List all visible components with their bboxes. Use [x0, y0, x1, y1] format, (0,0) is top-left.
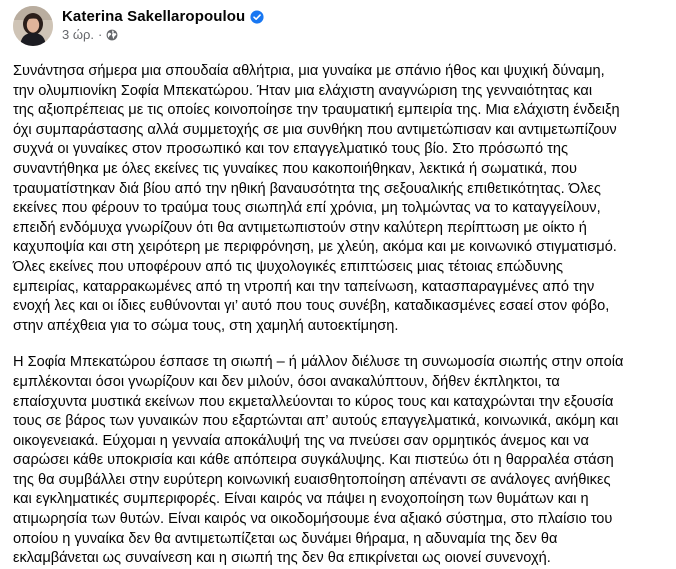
globe-icon[interactable]	[106, 29, 118, 41]
author-row	[62, 8, 264, 25]
post-body	[13, 62, 676, 569]
post-meta	[62, 4, 264, 42]
post-paragraph-2: Η Σοφία Μπεκατώρου έσπασε τη σιωπή – ή μάλλον διέλυσε τη συνωμοσία σιωπής στην οποία εμπλέκονται όσοι γνωρίζουν και δεν μιλούν, όσοι ανακαλύπτουν, δήθεν έκπληκτοι, τα επαίσχυντα μυστικά εκείνων που εκμεταλλεύονται το κύρος τους και καταχρώνται την εξουσία τους σε βάρος των γυναικών που εξαρτώνται απ’ αυτούς επαγγελματικά, κοινωνικά, ακόμη και οικογενειακά. Εύχομαι η γενναία αποκάλυψή της να πνεύσει σαν ορμητικός άνεμος και να σαρώσει κάθε υποκρισία και κάθε απόπειρα συγκάλυψης. Και πιστεύω ότι η θαρραλέα στάση της θα συμβάλλει στην ευρύτερη κοινωνική ευαισθητοποίηση απέναντι σε ανάλογες ανήθικες και εγκληματικές συμπεριφορές. Είναι καιρός να πάψει η ενοχοποίηση των θυμάτων και η ατιμωρησία των θυτών. Είναι καιρός να οικοδομήσουμε ένα αξιακό σύστημα, στο πλαίσιο του οποίου η γυναίκα δεν θα αντιμετωπίζεται ως δυνάμει θήραμα, η αδυναμία της δεν θα εκλαμβάνεται ως συναίνεση και η σιωπή της δεν θα επικρίνεται ως οιονεί συνενοχή.	[13, 354, 624, 567]
verified-badge-icon	[250, 10, 264, 24]
post-timestamp[interactable]: 3 ώρ.	[62, 27, 94, 42]
author-avatar[interactable]	[13, 6, 53, 46]
author-name[interactable]: Katerina Sakellaropoulou	[62, 8, 246, 25]
post-header	[13, 0, 676, 52]
separator-dot: ·	[98, 27, 103, 42]
post-subtitle	[62, 27, 264, 42]
post-paragraph-1: Συνάντησα σήμερα μια σπουδαία αθλήτρια, μια γυναίκα με σπάνιο ήθος και ψυχική δύναμη, την ολυμπιονίκη Σοφία Μπεκατώρου. Ήταν μια ελάχιστη αναγνώριση της γενναιότητας και της αξιοπρέπειας με τις οποίες κοινοποίησε την τραυματική εμπειρία της. Μια ελάχιστη ένδειξη όχι συμπαράστασης αλλά συμμετοχής σε μια συνθήκη που αντιμετώπισαν και αντιμετωπίζουν συχνά οι γυναίκες στον προσωπικό και τον επαγγελματικό τους βίο. Στο πρόσωπό της συναντήθηκα με όλες εκείνες τις γυναίκες που κακοποιήθηκαν, λεκτικά ή σωματικά, που τραυματίστηκαν διά βίου από την ηθική βαναυσότητα της σεξουαλικής επιθετικότητας. Όλες εκείνες που φέρουν το τραύμα τους σιωπηλά επί χρόνια, μη τολμώντας να το καταγγείλουν, επειδή ενδόμυχα γνωρίζουν ότι θα αντιμετωπιστούν στην καλύτερη περίπτωση με οίκτο ή καχυποψία και στη χειρότερη με περιφρόνηση, με χλεύη, ακόμα και με κοινωνικό στιγματισμό. Όλες εκείνες που υποφέρουν από τις ψυχολογικές επιπτώσεις μιας τέτοιας επώδυνης εμπειρίας, καταρρακωμένες από τη ντροπή και την ταπείνωση, κατασπαραγμένες από την ενοχή λες και οι ίδιες ευθύνονται γι’ αυτό που τους συνέβη, καταδικασμένες εσαεί στον φόβο, στην απέχθεια για το σώμα τους, στη χαμηλή αυτοεκτίμηση.	[13, 63, 620, 334]
